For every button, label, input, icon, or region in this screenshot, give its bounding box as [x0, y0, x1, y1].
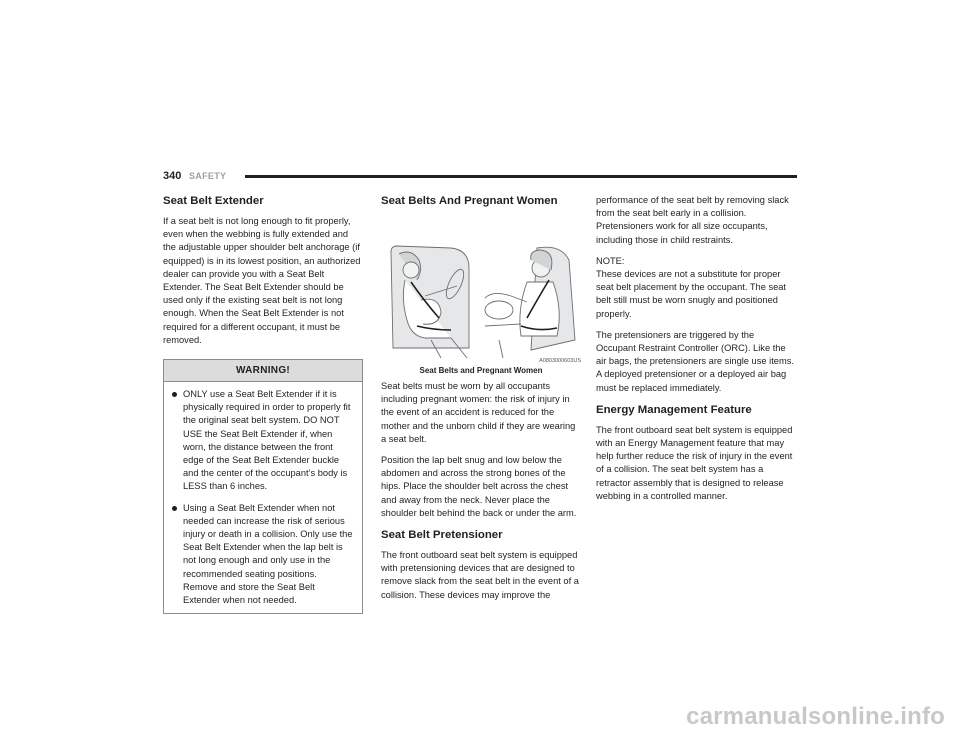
column-3 — [596, 194, 796, 511]
figure-caption: Seat Belts and Pregnant Women — [419, 366, 543, 375]
pregnant-women-text-1: Seat belts must be worn by all occupants including pregnant women: the risk of injury in the event of an accident is reduced for the mother and the unborn child if they are wearing a seat belt. — [381, 381, 576, 444]
note-text: These devices are not a substitute for proper seat belt placement by the occupant. The seat belt still must be worn snugly and positioned properly. — [596, 269, 787, 319]
column-1 — [163, 194, 363, 614]
figure-code: A0803000603US — [539, 358, 581, 364]
bullet-icon — [172, 392, 177, 397]
seat-belt-extender-heading: Seat Belt Extender — [163, 195, 264, 207]
warning-item-text: ONLY use a Seat Belt Extender if it is physically required in order to properly fit the original seat belt system. DO NOT USE the Seat Belt Extender if, when worn, the distance between the front edge of the Seat Belt Extender buckle and the center of the occupant’s body is LESS than 6 inches. — [183, 389, 351, 492]
warning-item-text: Using a Seat Belt Extender when not needed can increase the risk of serious injury or death in a collision. Only use the Seat Belt Extender when the lap belt is not long enough and only use in the recommended seating positions. Remove and store the Seat Belt Extender when not needed. — [183, 502, 353, 606]
energy-management-heading: Energy Management Feature — [596, 403, 752, 416]
warning-item — [172, 502, 354, 608]
seat-belt-extender-text: If a seat belt is not long enough to fit properly, even when the webbing is fully extended and the adjustable upper shoulder belt anchorage (if equipped) is in its lowest position, an authorized dealer can provide you with a Seat Belt Extender. The Seat Belt Extender should be used only if the existing seat belt is not long enough. When the Seat Belt Extender is not required for a different occupant, it must be removed. — [163, 216, 361, 345]
header-rule — [245, 175, 797, 178]
note-label: NOTE: — [596, 255, 625, 266]
watermark: carmanualsonline.info — [686, 703, 945, 730]
warning-item — [172, 388, 354, 494]
warning-title: WARNING! — [164, 360, 362, 382]
energy-management-text: The front outboard seat belt system is equipped with an Energy Management feature that may help further reduce the risk of injury in the event of a collision. The seat belt system has a retractor assembly that is designed to release webbing in a controlled manner. — [596, 424, 793, 501]
pregnant-women-text-2: Position the lap belt snug and low below the abdomen and across the strong bones of the hips. Place the shoulder belt across the chest and away from the neck. Never place the shoulder belt behind the back or under the arm. — [381, 455, 577, 518]
warning-list — [164, 382, 362, 613]
pregnant-women-heading: Seat Belts And Pregnant Women — [381, 195, 558, 207]
pretensioner-text-continued: performance of the seat belt by removing slack from the seat belt early in a collision. Pretensioners work for all size occupants, including those in child restraints. — [596, 195, 789, 245]
page-number: 340 — [163, 170, 182, 182]
illustration-drawing — [381, 240, 581, 364]
pretensioner-text: The front outboard seat belt system is equipped with pretensioning devices that are designed to remove slack from the seat belt in the event of a collision. These devices may improve the — [381, 550, 579, 600]
pregnant-women-illustration — [381, 240, 581, 364]
column-2 — [381, 194, 581, 610]
page-header — [163, 170, 797, 186]
bullet-icon — [172, 506, 177, 511]
section-name: SAFETY — [189, 171, 227, 181]
pretensioner-heading: Seat Belt Pretensioner — [381, 529, 503, 542]
pretensioner-trigger-text: The pretensioners are triggered by the Occupant Restraint Controller (ORC). Like the air bags, the pretensioners are single use items. A deployed pretensioner or a deployed air bag must be replaced immediately. — [596, 329, 794, 393]
warning-box — [163, 359, 363, 614]
